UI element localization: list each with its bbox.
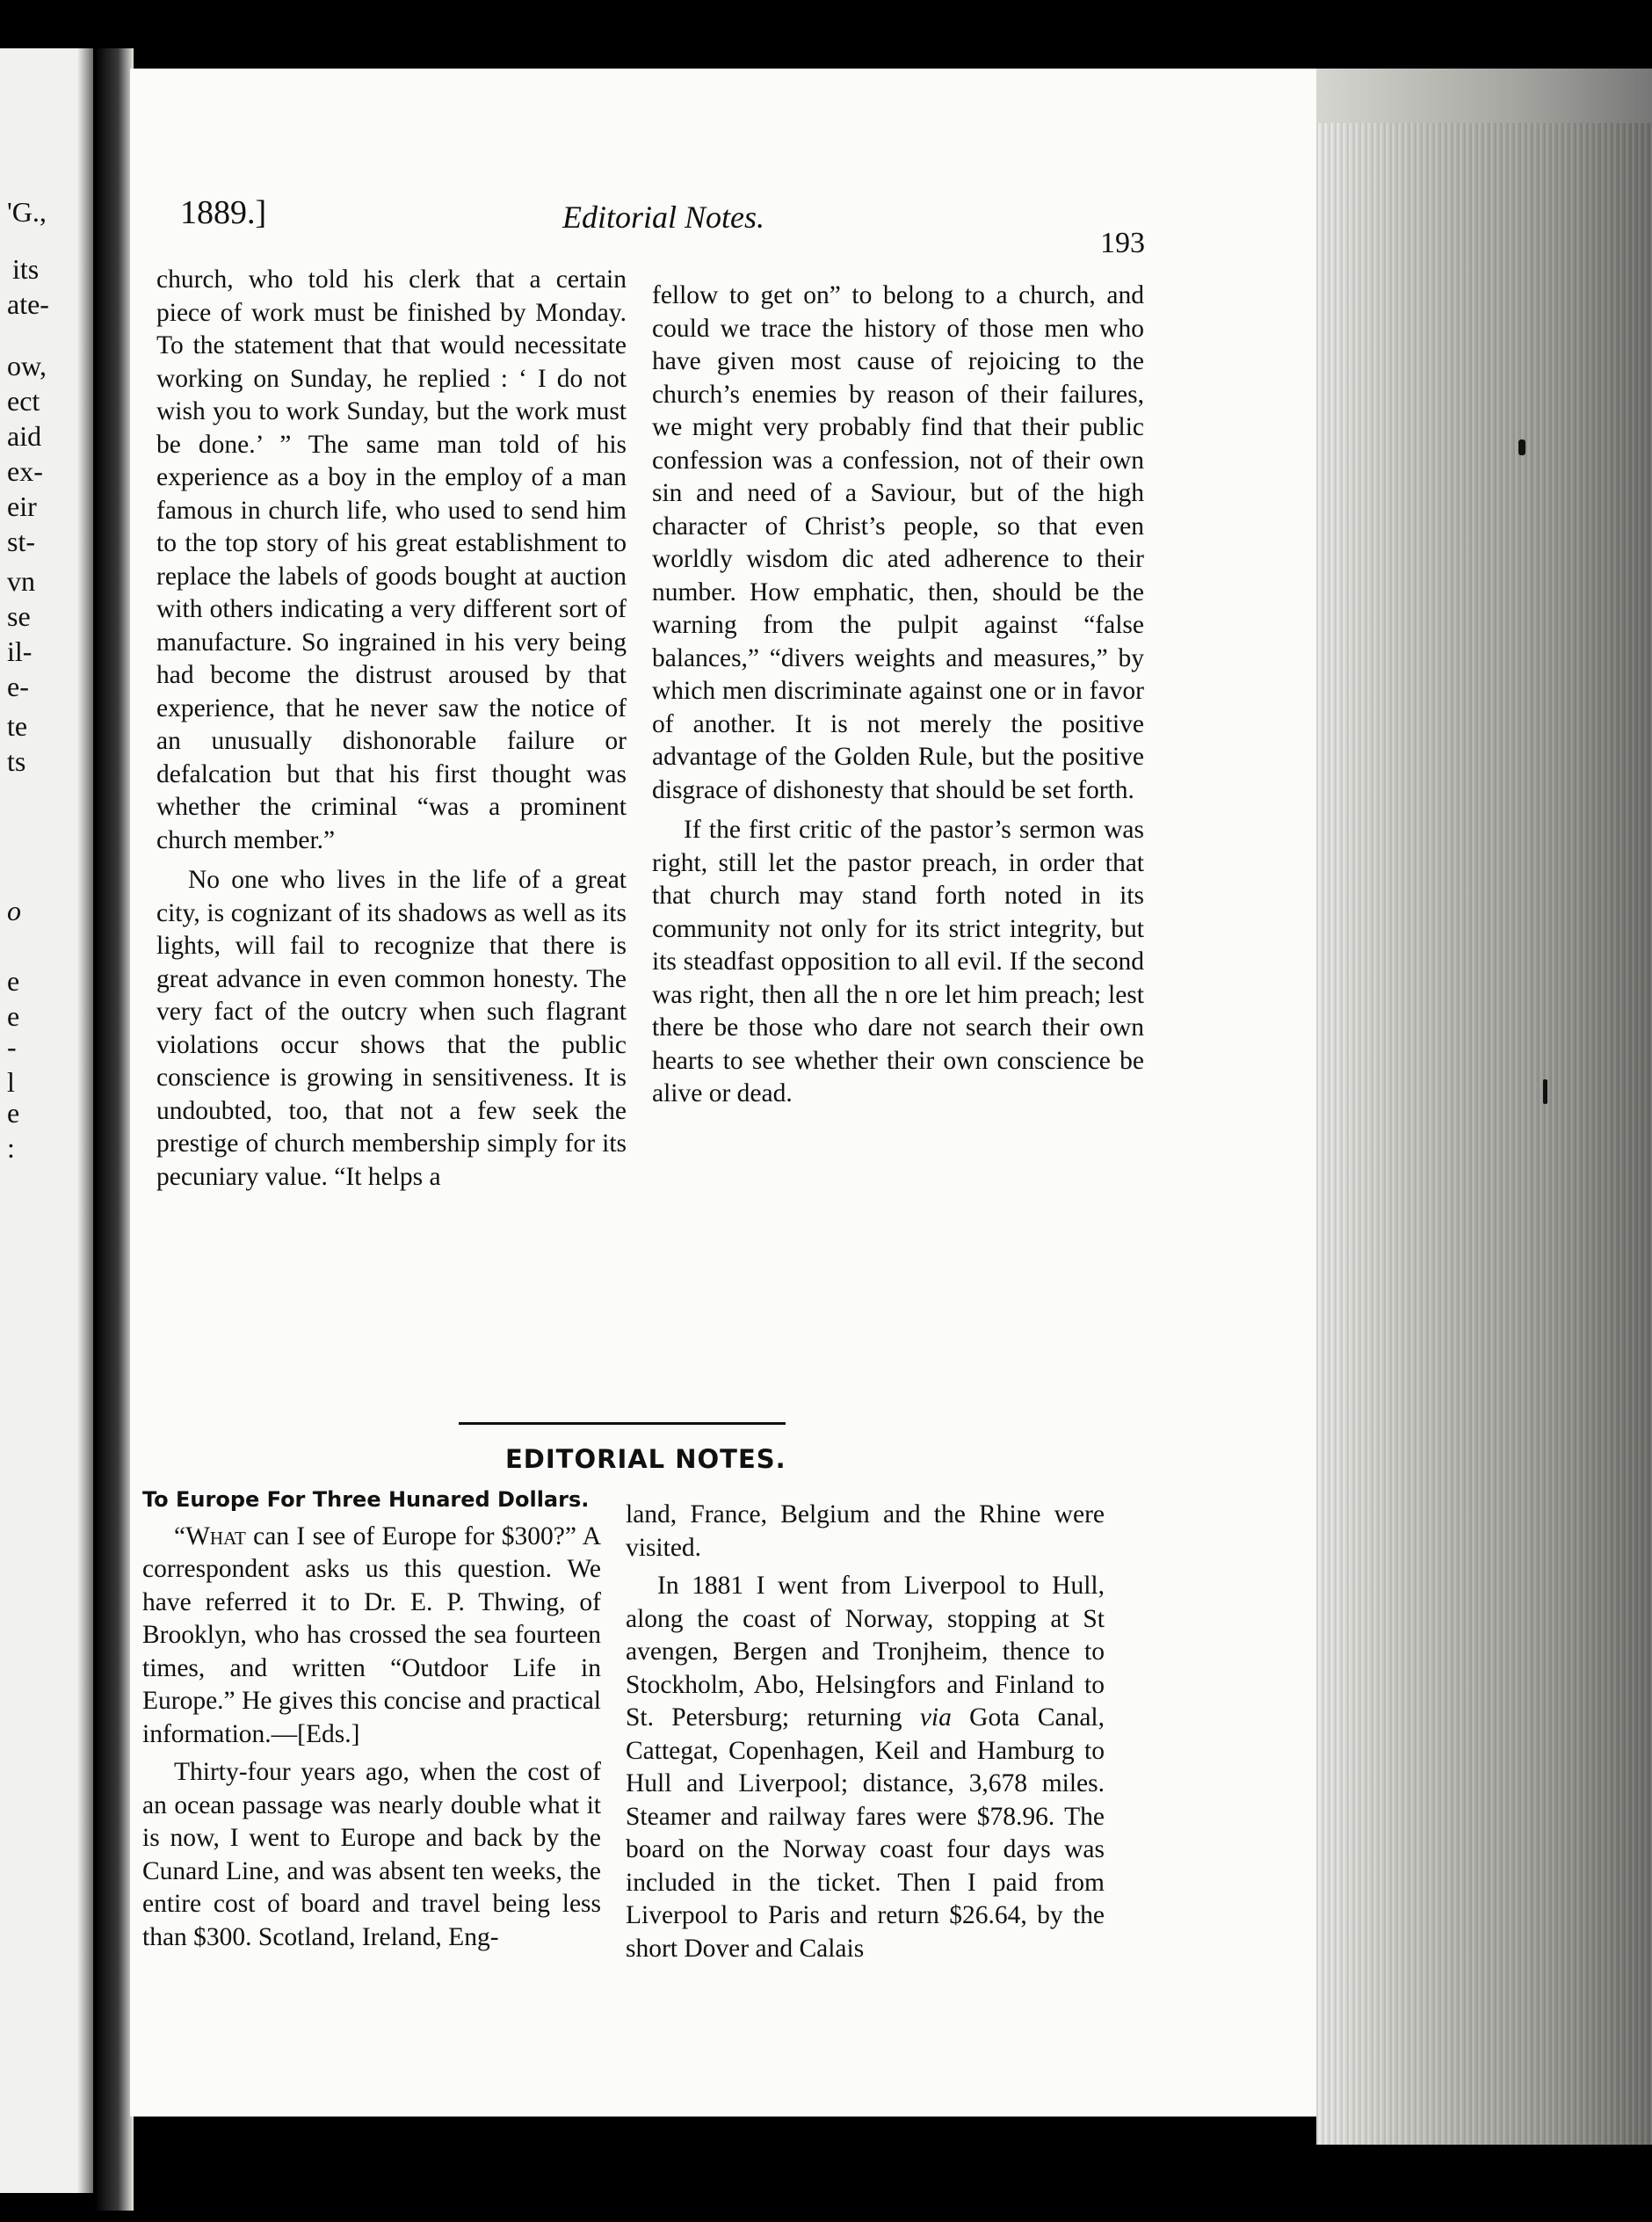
- facing-page-fragment: -: [7, 1031, 17, 1063]
- facing-page-fragment: e: [7, 1000, 20, 1032]
- paragraph: fellow to get on” to belong to a church, and could we trace the history of those men who have given most cause of rejoicing to the church’s enemies by reason of their failures, we might very probably find that their public confession was a confession, not of their own sin and need of a Saviour, but of the high character of Christ’s people, so that even worldly wisdom dic ated adherence to their number. How emphatic, then, should be the warning from the pulpit against “false balances,” “divers weights and measures,” by which men discriminate against one or in favor of another. It is not merely the positive advantage of the Golden Rule, but the positive disgrace of dishonesty that should be set forth.: [652, 281, 1144, 804]
- paragraph-text: can I see of Europe for $300?” A correspondent asks us this question. We have referred it to Dr. E. P. Thwing, of Brooklyn, who has crossed the sea fourteen times, and written “Outdoor Life in Europe.” He gives this concise and practical information.—[Eds.]: [142, 1521, 601, 1748]
- ink-speck: [1518, 439, 1525, 455]
- facing-page-fragment: ate-: [7, 288, 49, 320]
- ink-speck: [1543, 1079, 1547, 1104]
- running-head-year: 1889.]: [180, 194, 267, 231]
- paragraph: [142, 1521, 601, 1752]
- facing-page-fragment: e: [7, 1097, 20, 1129]
- paragraph: church, who told his clerk that a certain piece of work must be finished by Monday. To the statement that that would necessitate working on Sunday, he replied : ‘ I do not wish you to work Sunday, but the work must be done.’ ” The same man told of his experience as a boy in the employ of a man famous in church life, who used to send him to the top story of his great establishment to replace the labels of goods bought at auction with others indicating a very different sort of manufacture. So ingrained in his very being had become the distrust aroused by that experience, that he never saw the notice of an unusually dishonorable failure or defalcation but that his first thought was whether the criminal “was a prominent church member.”: [156, 265, 627, 854]
- gutter-shadow: [77, 48, 93, 2193]
- facing-page-fragment: ts: [7, 745, 26, 777]
- page-block-edge: [1316, 123, 1652, 2145]
- lead-word: “What: [174, 1521, 246, 1550]
- column-upper-left: [156, 264, 627, 1194]
- facing-page-fragment: il-: [7, 635, 33, 667]
- facing-page-fragment: ow,: [7, 350, 47, 381]
- paragraph: No one who lives in the life of a great city, is cognizant of its shadows as well as its lights, will fail to recognize that there is great advance in even common honesty. The very fact of the outcry when such flagrant violations occur shows that the public conscience is growing in sensitiveness. It is undoubted, too, that not a few seek the prestige of church membership simply for its pecuniary value. “It helps a: [156, 866, 627, 1191]
- facing-page-fragment: st-: [7, 526, 35, 557]
- paragraph-text: Gota Canal, Cattegat, Copenhagen, Keil and Hamburg to Hull and Liverpool; distance, 3,678 miles. Steamer and railway fares were $78.96. The board on the Norway coast four days was included in the ticket. Then I paid from Liverpool to Paris and return $26.64, by the short Dover and Calais: [626, 1703, 1105, 1963]
- paragraph-text: In 1881 I went from Liverpool to Hull, along the coast of Norway, stopping at St avengen, Bergen and Tronjheim, thence to Stockholm, Abo, Helsingfors and Finland to St. Petersburg; returning: [626, 1572, 1105, 1732]
- facing-page-fragment: te: [7, 710, 28, 742]
- facing-page-fragment: ect: [7, 385, 40, 417]
- facing-page-fragment: o: [7, 895, 21, 926]
- facing-page-fragment: ex-: [7, 455, 43, 487]
- article-title: To Europe For Three Hunared Dollars.: [142, 1487, 590, 1512]
- facing-page-fragment: vn: [7, 565, 35, 597]
- italic-word: via: [919, 1703, 952, 1732]
- column-upper-right: [652, 280, 1144, 1111]
- paragraph: [626, 1570, 1105, 1965]
- facing-page-fragment: e-: [7, 671, 29, 702]
- running-head-title: Editorial Notes.: [562, 200, 765, 235]
- facing-page-fragment: :: [7, 1132, 15, 1164]
- binding-shadow: [95, 48, 134, 2211]
- paragraph: land, France, Belgium and the Rhine were visited.: [626, 1500, 1105, 1562]
- column-lower-right: [626, 1499, 1105, 1965]
- facing-page-fragment: 'G.,: [7, 196, 47, 228]
- section-divider: [459, 1422, 786, 1425]
- page-block-top: [1316, 69, 1652, 123]
- facing-page: [0, 48, 93, 2193]
- facing-page-fragment: its: [12, 253, 40, 285]
- section-heading: EDITORIAL NOTES.: [505, 1444, 786, 1474]
- facing-page-fragment: aid: [7, 420, 42, 452]
- facing-page-fragment: se: [7, 600, 31, 632]
- page-number: 193: [1100, 227, 1145, 259]
- facing-page-fragment: l: [7, 1066, 15, 1098]
- facing-page-fragment: eir: [7, 490, 37, 522]
- paragraph: Thirty-four years ago, when the cost of an ocean passage was nearly double what it is now, I went to Europe and back by the Cunard Line, and was absent ten weeks, the entire cost of board and travel being less than $300. Scotland, Ireland, Eng-: [142, 1758, 601, 1951]
- paragraph: If the first critic of the pastor’s sermon was right, still let the pastor preach, in order that that church may stand forth noted in its community not only for its strict integrity, but its steadfast opposition to all evil. If the second was right, then all the n ore let him preach; lest there be those who dare not search their own hearts to see whether their own conscience be alive or dead.: [652, 816, 1144, 1107]
- column-lower-left: [142, 1484, 601, 1954]
- facing-page-fragment: e: [7, 965, 20, 997]
